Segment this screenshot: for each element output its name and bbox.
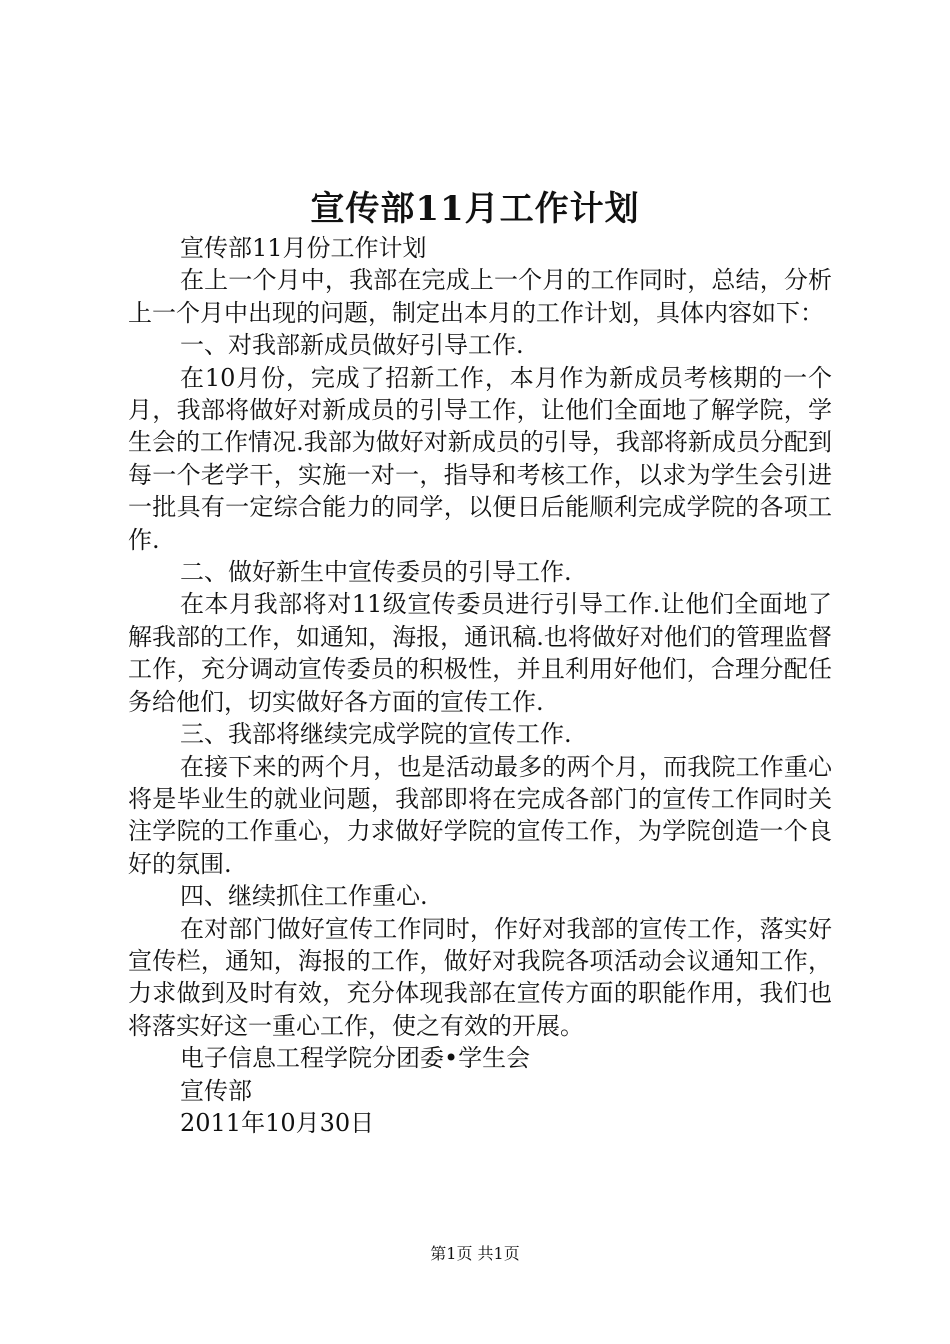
intro-paragraph: 在上一个月中，我部在完成上一个月的工作同时，总结，分析上一个月中出现的问题，制定出本月的工作计划，具体内容如下： bbox=[128, 266, 832, 327]
document-body bbox=[128, 232, 832, 1139]
section-paragraph-2: 在本月我部将对11级宣传委员进行引导工作.让他们全面地了解我部的工作，如通知，海报，通讯稿.也将做好对他们的管理监督工作，充分调动宣传委员的积极性，并且利用好他们，合理分配任务给他们，切实做好各方面的宣传工作. bbox=[128, 590, 832, 716]
section-heading-1: 一、对我部新成员做好引导工作. bbox=[180, 331, 524, 360]
document-title: 宣传部11月工作计划 bbox=[310, 189, 640, 229]
section-paragraph-4: 在对部门做好宣传工作同时，作好对我部的宣传工作，落实好宣传栏，通知，海报的工作，做好对我院各项活动会议通知工作，力求做到及时有效，充分体现我部在宣传方面的职能作用，我们也将落实好这一重心工作，使之有效的开展。 bbox=[128, 914, 832, 1040]
page-number-footer: 第1页 共1页 bbox=[430, 1244, 520, 1263]
section-paragraph-3: 在接下来的两个月，也是活动最多的两个月，而我院工作重心将是毕业生的就业问题，我部即将在完成各部门的宣传工作同时关注学院的工作重心，力求做好学院的宣传工作，为学院创造一个良好的氛围. bbox=[128, 752, 832, 878]
section-paragraph-1: 在10月份，完成了招新工作，本月作为新成员考核期的一个月，我部将做好对新成员的引导工作，让他们全面地了解学院，学生会的工作情况.我部为做好对新成员的引导，我部将新成员分配到每一个老学干，实施一对一，指导和考核工作，以求为学生会引进一批具有一定综合能力的同学，以便日后能顺利完成学院的各项工作. bbox=[128, 363, 832, 554]
section-heading-3: 三、我部将继续完成学院的宣传工作. bbox=[180, 720, 572, 749]
section-heading-4: 四、继续抓住工作重心. bbox=[180, 882, 428, 911]
signature-department: 宣传部 bbox=[180, 1076, 252, 1105]
signature-date: 2011年10月30日 bbox=[180, 1108, 375, 1137]
section-heading-2: 二、做好新生中宣传委员的引导工作. bbox=[180, 558, 572, 587]
signature-organization: 电子信息工程学院分团委•学生会 bbox=[180, 1044, 531, 1073]
subtitle-paragraph: 宣传部11月份工作计划 bbox=[180, 234, 427, 262]
